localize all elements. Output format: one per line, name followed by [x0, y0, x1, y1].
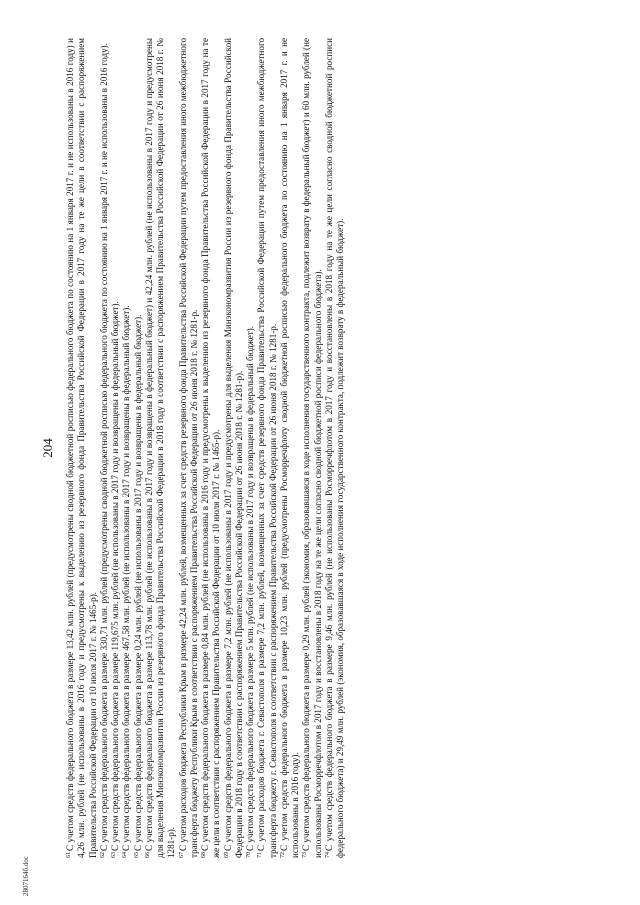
- footnote: [324, 38, 347, 858]
- footnote-number: 74: [324, 852, 331, 858]
- footnote-text: С учетом средств федерального бюджета в размере 0,29 млн. рублей (экономия, образовавшаяся в ходе исполнения государственного контракта, подлежит возврату в федеральный бюджет) и 60 млн. рублей (не использованы Росморречфлотом в 2017 году и восстановлены в 2018 году на те же цели согласно сводной бюджетной росписи федерального бюджета).: [301, 38, 323, 858]
- footnote-text: С учетом средств федерального бюджета в размере 5 млн. рублей (не использованы в 2017 году и возвращены в федеральный бюджет).: [245, 325, 255, 851]
- footnote-number: 67: [178, 852, 185, 858]
- footnote-text: С учетом расходов бюджета Республики Крым в размере 42,24 млн. рублей, возмещенных за счет средств резервного фонда Правительства Российской Федерации путем предоставления иного межбюджетного трансферта бюджету Республики Крым в соответствии с распоряжением Правительства Российской Федерации от 26 июня 2018 г. № 1281-р.: [177, 38, 199, 858]
- footnote-number: 73: [302, 852, 309, 858]
- footnote: [279, 38, 302, 858]
- footnote: [99, 38, 110, 858]
- footnote-number: 66: [144, 852, 151, 858]
- footnote-text: С учетом средств федерального бюджета в размере 113,78 млн. рублей (не использованы в 2017 году и возвращены в федеральный бюджет) и 42,24 млн. рублей (не использованы в 2017 году и предусмотрены для выделения Минэкономразвития России из резервного фонда Правительства Российской Федерации в 2018 году в соответствии с распоряжением Правительства Российской Федерации от 26 июня 2018 г. № 1281-р).: [143, 38, 177, 858]
- footnote-text: С учетом средств федерального бюджета в размере 13,42 млн. рублей (предусмотрены сводной бюджетной росписью федерального бюджета по состоянию на 1 января 2017 г. и не использованы в 2016 году) и 4,26 млн. рублей (не использованы в 2016 году и предусмотрены к выделению из резервного фонда Правительства Российской Федерации в 2017 году на те же цели в соответствии с распоряжением Правительства Российской Федерации от 10 июля 2017 г. № 1465-р).: [65, 38, 98, 858]
- footnote-number: 62: [99, 852, 106, 858]
- page-number: 204: [40, 438, 55, 458]
- footnote-number: 69: [223, 852, 230, 858]
- footnote: [144, 38, 178, 858]
- footnote-text: С учетом средств федерального бюджета в размере 9,46 млн. рублей (не использованы Росморречфлотом в 2017 году и восстановлены в 2018 году на те же цели согласно сводной бюджетной росписи федерального бюджета) и 29,49 млн. рублей (экономия, образовавшаяся в ходе исполнения государственного контракта, подлежит возврату в федеральный бюджет).: [323, 38, 345, 858]
- footnote-number: 63: [111, 852, 117, 858]
- footnotes-list: [65, 38, 346, 858]
- footnote: [200, 38, 223, 858]
- footnote: [256, 38, 279, 858]
- footnote: [110, 38, 121, 858]
- footnote-number: 61: [66, 852, 72, 858]
- footnote-number: 72: [279, 852, 286, 858]
- rotated-content: [40, 38, 585, 858]
- footnote: [121, 38, 132, 858]
- footnote: [133, 38, 144, 858]
- footnote-text: С учетом средств федерального бюджета в размере 0,84 млн. рублей (не использованы в 2016 году и предусмотрены к выделению из резервного фонда Правительства Российской Федерации в 2017 году на те же цели в соответствии с распоряжением Правительства Российской Федерации от 10 июля 2017 г. № 1465-р).: [200, 38, 222, 858]
- footnote: [65, 38, 99, 858]
- footnote-text: С учетом средств федерального бюджета в размере 119,675 млн. рублей (не использованы в 2017 году и возвращены в федеральный бюджет).: [110, 301, 120, 851]
- footnote-text: С учетом средств федерального бюджета в размере 7,2 млн. рублей (не использованы в 2017 году и предусмотрены для выделения Минэкономразвития России из резервного фонда Правительства Российской Федерации в 2018 году в соответствии с распоряжением Правительства Российской Федерации от 26 июня 2018 г. № 1281-р).: [222, 38, 244, 858]
- footnote: [301, 38, 324, 858]
- footnote-number: 71: [257, 852, 264, 858]
- footnote: [245, 38, 256, 858]
- footnote-number: 64: [122, 852, 129, 858]
- footnote-text: С учетом средств федерального бюджета в размере 0,24 млн. рублей (не использованы в 2017 году и возвращены в федеральный бюджет).: [132, 314, 143, 851]
- footnote-text: С учетом средств федерального бюджета в размере 467,58 млн. рублей (не использованы в 2017 году и возвращены в федеральный бюджет).: [121, 305, 132, 851]
- footnote: [178, 38, 201, 858]
- footnote-text: С учетом средств федерального бюджета в размере 330,71 млн. рублей (предусмотрены сводной бюджетной росписью федерального бюджета по состоянию на 1 января 2017 г. и не использованы в 2016 году).: [98, 43, 109, 851]
- footnote: [223, 38, 246, 858]
- footnote-number: 68: [201, 852, 207, 858]
- footnote-number: 65: [133, 852, 140, 858]
- footnote-text: С учетом средств федерального бюджета в размере 10,23 млн. рублей (предусмотрены Росморречфлоту сводной бюджетной росписью федерального бюджета по состоянию на 1 января 2017 г. и не использованы в 2016 году).: [278, 38, 300, 858]
- footnote-number: 70: [246, 852, 252, 858]
- document-filename: 2807164б.doc: [22, 856, 30, 896]
- footnote-text: С учетом расходов бюджета г. Севастополя в размере 7,2 млн. рублей, возмещенных за счет средств резервного фонда Правительства Российской Федерации путем предоставления иного межбюджетного трансферта бюджету г. Севастополя в соответствии с распоряжением Правительства Российской Федерации от 26 июня 2018 г. № 1281-р.: [256, 38, 278, 858]
